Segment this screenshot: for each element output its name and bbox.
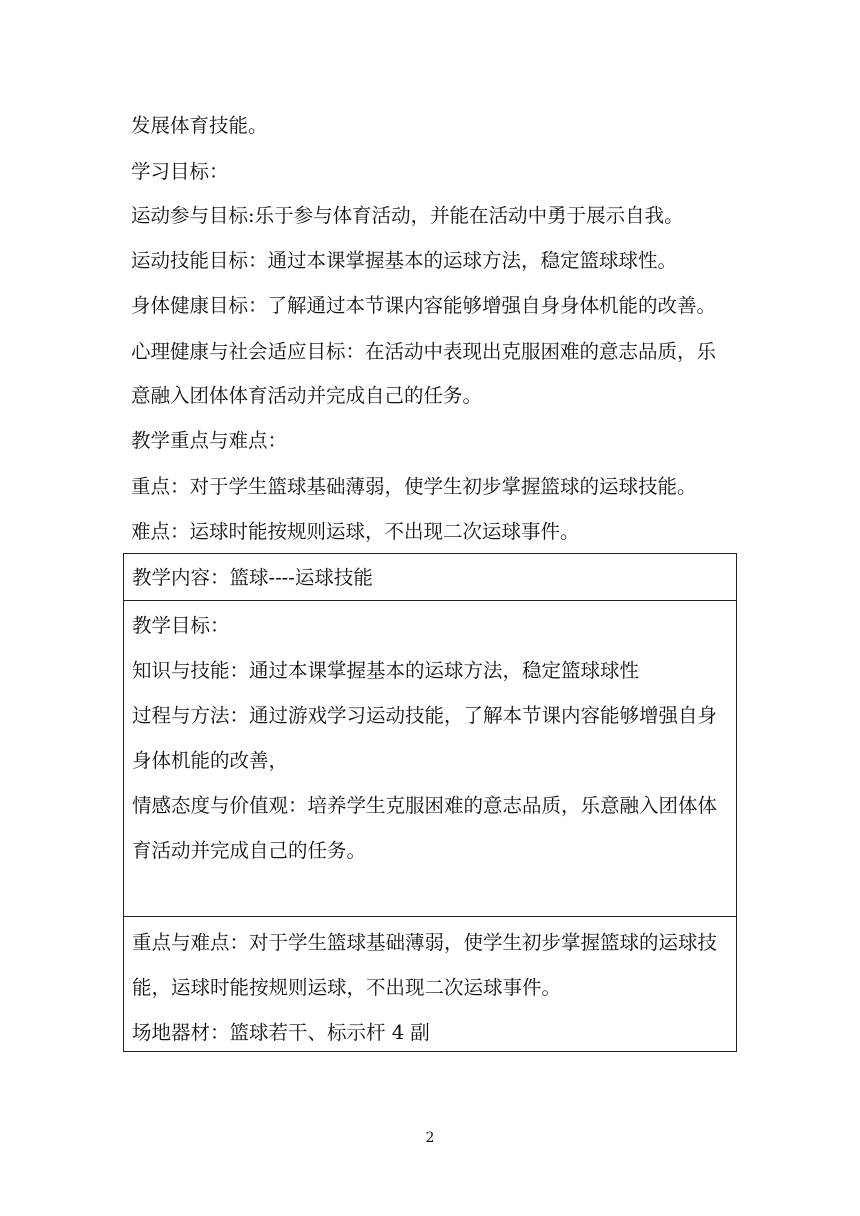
text-line: 心理健康与社会适应目标：在活动中表现出克服困难的意志品质，乐 bbox=[131, 340, 717, 363]
key-points-line: 能，运球时能按规则运球，不出现二次运球事件。 bbox=[132, 976, 562, 999]
text-line: 意融入团体体育活动并完成自己的任务。 bbox=[131, 384, 483, 407]
table-row-teaching-content bbox=[124, 554, 736, 601]
objective-line: 过程与方法：通过游戏学习运动技能，了解本节课内容能够增强自身 bbox=[132, 704, 718, 727]
lesson-plan-table bbox=[123, 553, 737, 1052]
table-row-teaching-objectives bbox=[124, 601, 736, 917]
text-line: 难点：运球时能按规则运球，不出现二次运球事件。 bbox=[131, 520, 580, 543]
page-number: 2 bbox=[425, 1130, 435, 1146]
equipment-line: 场地器材：篮球若干、标示杆 4 副 bbox=[132, 1021, 430, 1044]
objective-line: 情感态度与价值观：培养学生克服困难的意志品质，乐意融入团体体 bbox=[132, 794, 718, 817]
text-line: 发展体育技能。 bbox=[131, 114, 268, 137]
objective-line: 育活动并完成自己的任务。 bbox=[132, 839, 367, 862]
text-line: 运动技能目标：通过本课掌握基本的运球方法，稳定篮球球性。 bbox=[131, 249, 678, 272]
section-heading-key-points: 教学重点与难点： bbox=[131, 429, 288, 452]
objective-line: 身体机能的改善， bbox=[132, 749, 289, 772]
teaching-content-text: 教学内容：篮球----运球技能 bbox=[132, 566, 373, 589]
objective-line: 知识与技能：通过本课掌握基本的运球方法，稳定篮球球性 bbox=[132, 659, 640, 682]
section-heading-learning-objectives: 学习目标： bbox=[131, 160, 229, 183]
text-line: 身体健康目标：了解通过本节课内容能够增强自身身体机能的改善。 bbox=[131, 294, 717, 317]
text-line: 重点：对于学生篮球基础薄弱，使学生初步掌握篮球的运球技能。 bbox=[131, 475, 697, 498]
objectives-heading: 教学目标： bbox=[132, 614, 230, 637]
key-points-line: 重点与难点：对于学生篮球基础薄弱，使学生初步掌握篮球的运球技 bbox=[132, 931, 718, 954]
text-line: 运动参与目标:乐于参与体育活动，并能在活动中勇于展示自我。 bbox=[131, 204, 684, 227]
table-row-key-points bbox=[124, 917, 736, 1051]
